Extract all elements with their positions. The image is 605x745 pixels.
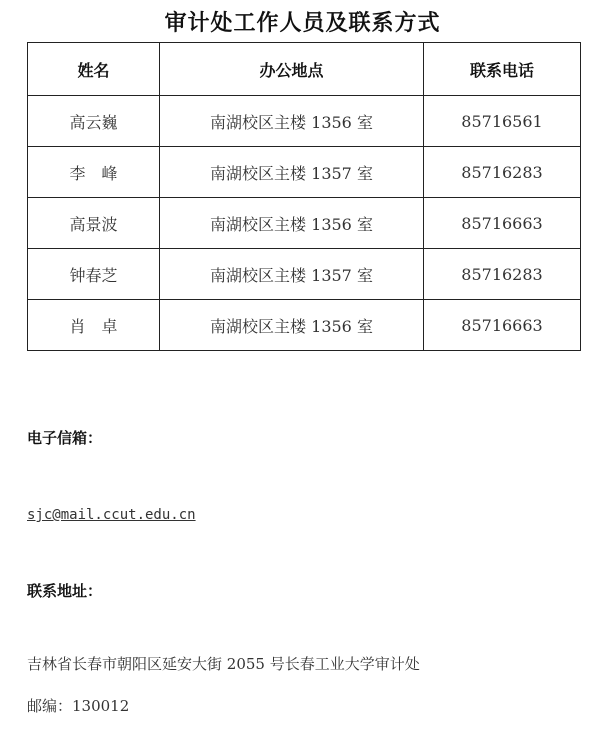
page-title: 审计处工作人员及联系方式 bbox=[164, 11, 441, 36]
cell-location: 南湖校区主楼 1356 室 bbox=[160, 300, 424, 351]
header-location: 办公地点 bbox=[160, 43, 424, 96]
cell-phone: 85716561 bbox=[424, 96, 581, 147]
email-label: 电子信箱： bbox=[27, 429, 103, 447]
cell-name: 高云巍 bbox=[28, 96, 160, 147]
cell-name: 肖 卓 bbox=[28, 300, 160, 351]
header-phone: 联系电话 bbox=[424, 43, 581, 96]
cell-phone: 85716663 bbox=[424, 198, 581, 249]
address-label: 联系地址： bbox=[27, 582, 103, 600]
table-row bbox=[28, 300, 581, 351]
cell-phone: 85716283 bbox=[424, 147, 581, 198]
table-header-row bbox=[28, 43, 581, 96]
table-row bbox=[28, 249, 581, 300]
cell-location: 南湖校区主楼 1357 室 bbox=[160, 147, 424, 198]
cell-location: 南湖校区主楼 1356 室 bbox=[160, 198, 424, 249]
table-row bbox=[28, 198, 581, 249]
cell-phone: 85716283 bbox=[424, 249, 581, 300]
cell-name: 高景波 bbox=[28, 198, 160, 249]
table-row bbox=[28, 96, 581, 147]
cell-location: 南湖校区主楼 1356 室 bbox=[160, 96, 424, 147]
email-link[interactable]: sjc@mail.ccut.edu.cn bbox=[27, 507, 196, 523]
postcode-text: 邮编：130012 bbox=[27, 697, 130, 715]
header-name: 姓名 bbox=[28, 43, 160, 96]
table-row bbox=[28, 147, 581, 198]
cell-name: 李 峰 bbox=[28, 147, 160, 198]
cell-name: 钟春芝 bbox=[28, 249, 160, 300]
staff-contact-table bbox=[27, 42, 581, 351]
cell-phone: 85716663 bbox=[424, 300, 581, 351]
address-text: 吉林省长春市朝阳区延安大街 2055 号长春工业大学审计处 bbox=[27, 655, 420, 673]
cell-location: 南湖校区主楼 1357 室 bbox=[160, 249, 424, 300]
